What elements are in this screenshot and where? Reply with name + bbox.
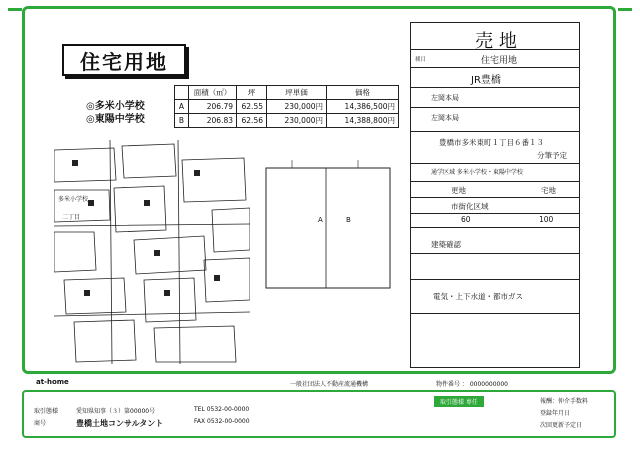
building-coverage: 60: [461, 215, 471, 224]
sale-type: 売 地: [475, 31, 517, 52]
frame-corner: [618, 8, 632, 11]
table-cell: 206.83: [189, 114, 237, 128]
association-name: 一般社団法人不動産流通機構: [290, 381, 369, 388]
map-label-street: 二丁目: [62, 214, 81, 221]
bus-stop-2: 左岡本局: [431, 114, 459, 122]
table-header: [175, 86, 189, 100]
listing-number: 物件番号 ： 0000000000: [436, 381, 508, 388]
company-fax: FAX 0532-00-0000: [194, 418, 250, 425]
school-label-elementary: ◎多米小学校: [86, 101, 145, 112]
land-category: 宅地: [541, 186, 556, 195]
land-status: 更地: [451, 186, 466, 195]
table-cell: 230,000円: [267, 100, 327, 114]
table-row: [175, 114, 399, 128]
table-cell: 14,386,500円: [327, 100, 399, 114]
table-cell: B: [175, 114, 189, 128]
table-header: 価格: [327, 86, 399, 100]
lot-plan: [262, 160, 394, 294]
lot-a-label: A: [318, 216, 323, 224]
lot-note: 分筆予定: [537, 151, 567, 160]
table-cell: 14,388,800円: [327, 114, 399, 128]
table-header-row: [175, 86, 399, 100]
road-info: 建築確認: [431, 240, 461, 249]
map-label-school: 多米小学校: [58, 196, 89, 203]
footer-right-3: 次回更新予定日: [540, 422, 583, 429]
table-cell: 62.56: [237, 114, 267, 128]
company-name: 豊橋土地コンサルタント: [76, 419, 164, 428]
footer-right-1: 報酬：仲介手数料: [540, 398, 589, 405]
table-cell: 230,000円: [267, 114, 327, 128]
school-district: 通学区域 多米小学校・東陽中学校: [431, 169, 523, 176]
table-cell: A: [175, 100, 189, 114]
table-cell: 206.79: [189, 100, 237, 114]
footer-label-1: 取引態様: [34, 408, 59, 415]
table-header: 坪: [237, 86, 267, 100]
lot-b-label: B: [346, 216, 351, 224]
page-title: 住宅用地: [62, 44, 186, 76]
floor-area-ratio: 100: [539, 215, 554, 224]
transaction-badge: 取引態様 専任: [434, 396, 484, 407]
utilities: 電気・上下水道・都市ガス: [433, 292, 523, 301]
property-info-panel: [410, 22, 580, 368]
footer-right-2: 登録年月日: [540, 410, 571, 417]
school-label-junior: ◎東陽中学校: [86, 114, 145, 125]
table-header: 坪単価: [267, 86, 327, 100]
zoning: 市街化区域: [451, 202, 489, 211]
brand-logo: at-home: [36, 378, 69, 386]
table-cell: 62.55: [237, 100, 267, 114]
company-footer: [22, 390, 616, 438]
footer-strip: [22, 378, 616, 388]
kind-label: 種目: [415, 57, 427, 63]
table-row: [175, 100, 399, 114]
license-number: 愛知県知事（３）第00000号: [76, 408, 156, 415]
footer-label-2: 商号: [34, 420, 47, 427]
table-header: 面積（㎡）: [189, 86, 237, 100]
company-tel: TEL 0532-00-0000: [194, 406, 250, 413]
bus-stop-1: 左岡本局: [431, 94, 459, 102]
area-map: [54, 140, 250, 364]
nearest-station: JR豊橋: [471, 75, 501, 86]
frame-corner: [8, 8, 22, 11]
area-price-table: [174, 85, 399, 128]
property-address: 豊橋市多米東町１丁目６番１３: [439, 138, 544, 147]
property-kind: 住宅用地: [481, 56, 518, 66]
